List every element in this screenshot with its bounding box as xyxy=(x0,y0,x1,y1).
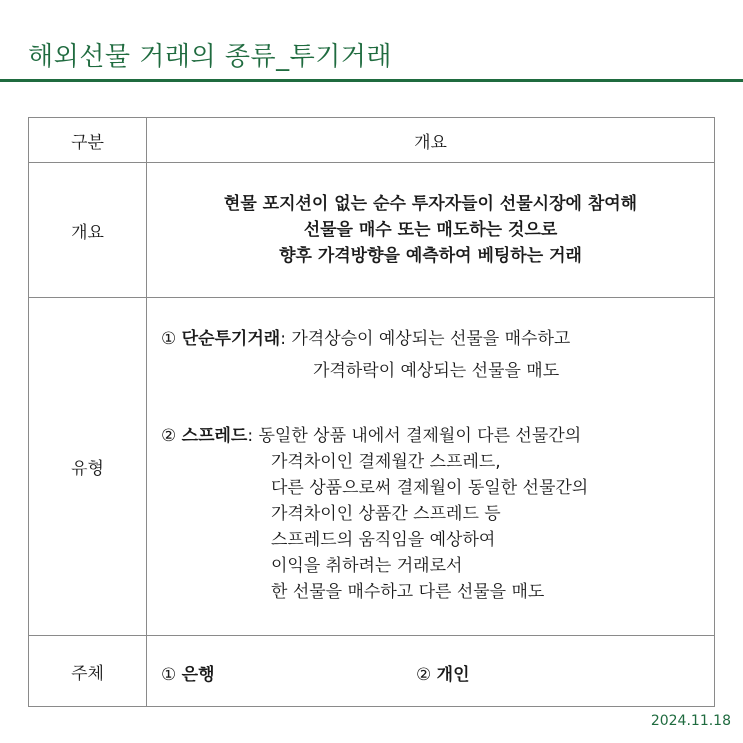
type-description-line: 다른 상품으로써 결제월이 동일한 선물간의 xyxy=(271,478,589,498)
page-title: 해외선물 거래의 종류_투기거래 xyxy=(28,42,393,72)
actor-marker: ① xyxy=(161,665,177,685)
summary-line: 현물 포지션이 없는 순수 투자자들이 선물시장에 참여해 xyxy=(223,194,638,214)
type-item-simple-speculation xyxy=(161,328,570,350)
type-description-line: 가격차이인 상품간 스프레드 등 xyxy=(271,504,501,524)
actor-marker: ② xyxy=(416,665,432,685)
actor-name: 개인 xyxy=(436,665,470,685)
date-stamp: 2024.11.18 xyxy=(650,713,731,729)
actors-content xyxy=(148,637,713,705)
type-description-line: 스프레드의 움직임을 예상하여 xyxy=(271,530,496,550)
actor-individual xyxy=(416,660,470,685)
type-item-spread xyxy=(161,425,581,447)
row-label-summary: 개요 xyxy=(29,163,147,298)
type-name: 단순투기거래 xyxy=(181,329,281,349)
table-row-summary xyxy=(29,163,715,298)
header-overview: 개요 xyxy=(147,118,715,163)
actor-name: 은행 xyxy=(181,665,215,685)
table-row-types xyxy=(29,298,715,636)
table-row-actors xyxy=(29,636,715,707)
type-description-line: 가격상승이 예상되는 선물을 매수하고 xyxy=(291,329,571,349)
row-label-types: 유형 xyxy=(29,298,147,636)
type-marker: ② xyxy=(161,426,177,446)
summary-line: 선물을 매수 또는 매도하는 것으로 xyxy=(303,220,558,240)
type-separator: : xyxy=(247,426,254,446)
types-content xyxy=(148,299,713,634)
row-label-actors: 주체 xyxy=(29,636,147,707)
type-separator: : xyxy=(280,329,286,349)
type-description-line: 동일한 상품 내에서 결제월이 다른 선물간의 xyxy=(258,426,582,446)
summary-line: 향후 가격방향을 예측하여 베팅하는 거래 xyxy=(279,246,582,266)
type-marker: ① xyxy=(161,329,177,349)
futures-types-table xyxy=(28,117,715,707)
title-underline xyxy=(0,79,743,82)
summary-text xyxy=(148,191,713,269)
header-category: 구분 xyxy=(29,118,147,163)
type-description-line: 가격하락이 예상되는 선물을 매도 xyxy=(313,361,560,381)
type-name: 스프레드 xyxy=(181,426,248,446)
type-description-line: 이익을 취하려는 거래로서 xyxy=(271,556,463,576)
type-description-line: 가격차이인 결제월간 스프레드, xyxy=(271,452,501,472)
actors-cell xyxy=(147,636,715,707)
types-cell xyxy=(147,298,715,636)
summary-cell xyxy=(147,163,715,298)
table-header-row xyxy=(29,118,715,163)
type-description-line: 한 선물을 매수하고 다른 선물을 매도 xyxy=(271,582,545,602)
actor-bank xyxy=(161,660,215,685)
